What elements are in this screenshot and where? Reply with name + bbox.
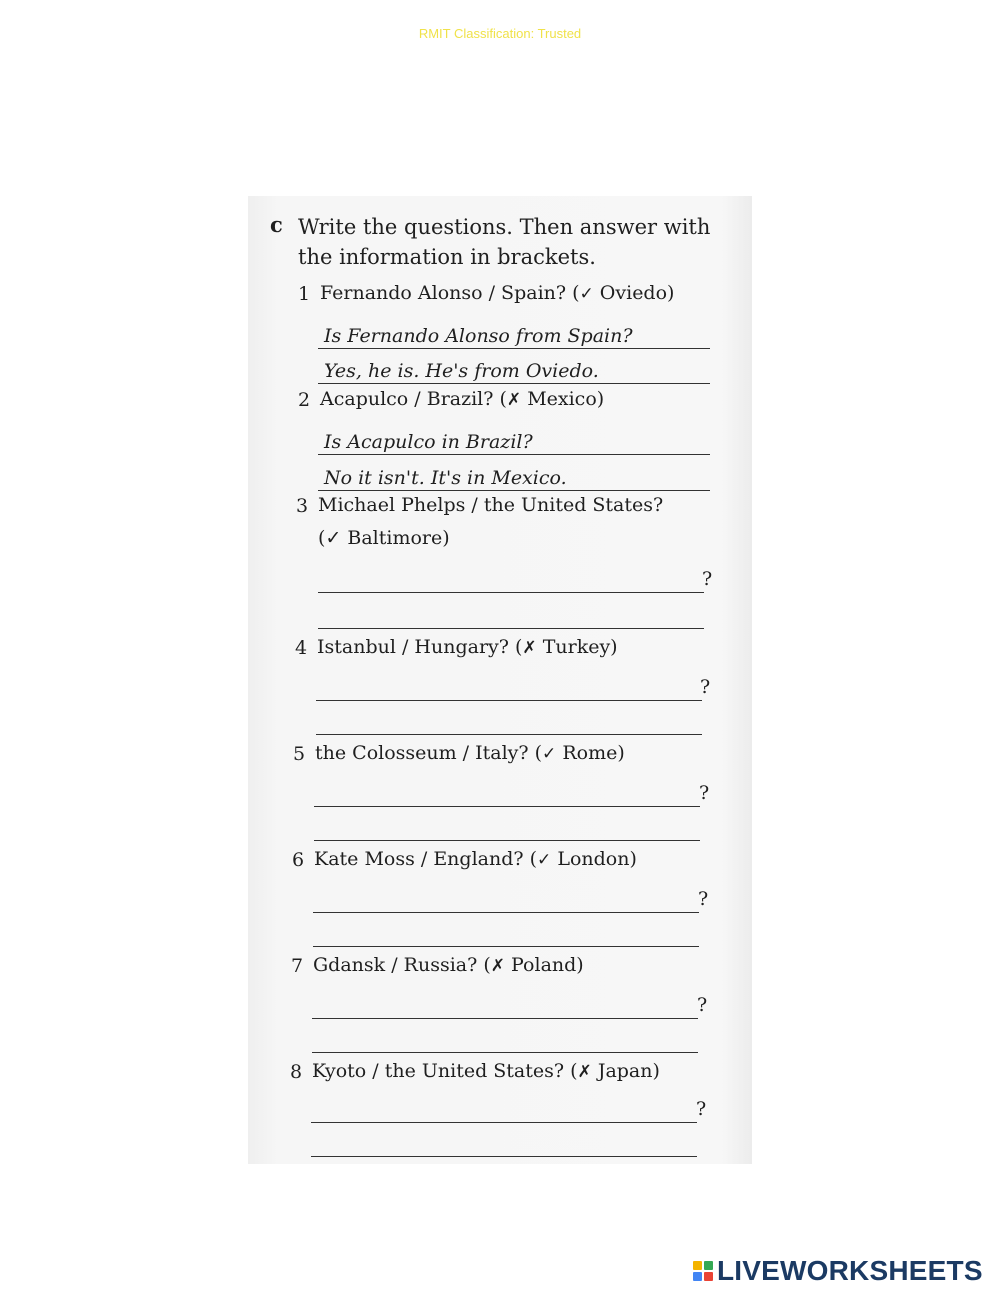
- prompt-hint: Turkey): [536, 636, 618, 658]
- short-answer-line[interactable]: [318, 602, 704, 629]
- item-number: 5: [293, 743, 306, 765]
- check-icon: ✓: [579, 284, 594, 304]
- question-mark: ?: [698, 888, 709, 910]
- prompt-text: Kate Moss / England? (: [314, 848, 538, 870]
- question-answer-line[interactable]: [313, 886, 699, 913]
- prompt-text: the Colosseum / Italy? (: [315, 742, 543, 764]
- answer-text: Is Fernando Alonso from Spain?: [324, 325, 633, 347]
- prompt-hint: London): [551, 848, 637, 870]
- question-answer-line[interactable]: [318, 428, 710, 455]
- answer-text: No it isn't. It's in Mexico.: [324, 467, 567, 489]
- item-prompt: [318, 489, 663, 555]
- item-prompt: [314, 843, 637, 877]
- item-number: 4: [295, 637, 308, 659]
- prompt-text: Gdansk / Russia? (: [313, 954, 491, 976]
- cross-icon: ✗: [490, 956, 505, 976]
- exercise-instruction: Write the questions. Then answer with the information in brackets.: [298, 215, 711, 269]
- section-letter: c: [270, 212, 283, 237]
- short-answer-line[interactable]: [313, 920, 699, 947]
- prompt-hint: Mexico): [521, 388, 605, 410]
- question-mark: ?: [696, 1098, 707, 1120]
- prompt-text: Fernando Alonso / Spain? (: [320, 282, 580, 304]
- short-answer-line[interactable]: [316, 708, 702, 735]
- item-number: 1: [298, 283, 311, 305]
- question-mark: ?: [700, 676, 711, 698]
- brand-name: LIVEWORKSHEETS: [717, 1255, 983, 1286]
- prompt-text: Kyoto / the United States? (: [312, 1060, 578, 1082]
- liveworksheets-logo: [693, 1254, 983, 1288]
- item-prompt: [313, 949, 584, 983]
- cross-icon: ✗: [577, 1062, 592, 1082]
- prompt-hint: Poland): [505, 954, 584, 976]
- prompt-hint: Japan): [591, 1060, 660, 1082]
- item-prompt: [312, 1055, 660, 1089]
- short-answer-line[interactable]: [318, 357, 710, 384]
- logo-square: [693, 1261, 702, 1270]
- question-answer-line[interactable]: [312, 992, 698, 1019]
- item-prompt: [317, 631, 618, 665]
- short-answer-line[interactable]: [318, 464, 710, 491]
- answer-text: Is Acapulco in Brazil?: [324, 431, 533, 453]
- short-answer-line[interactable]: [314, 814, 700, 841]
- logo-square: [704, 1261, 713, 1270]
- question-mark: ?: [702, 568, 713, 590]
- item-prompt: [320, 383, 604, 417]
- item-prompt: [315, 737, 625, 771]
- item-number: 2: [298, 389, 311, 411]
- item-number: 6: [292, 849, 305, 871]
- prompt-text: Michael Phelps / the United States?: [318, 494, 664, 516]
- prompt-hint: (✓ Baltimore): [318, 527, 450, 549]
- logo-square: [704, 1272, 713, 1281]
- question-answer-line[interactable]: [318, 322, 710, 349]
- prompt-hint: Oviedo): [593, 282, 675, 304]
- short-answer-line[interactable]: [312, 1026, 698, 1053]
- logo-grid-icon: [693, 1261, 713, 1281]
- cross-icon: ✗: [506, 390, 522, 410]
- check-icon: ✓: [542, 744, 557, 764]
- prompt-text: Istanbul / Hungary? (: [317, 636, 523, 658]
- question-answer-line[interactable]: [311, 1096, 697, 1123]
- logo-square: [693, 1272, 702, 1281]
- cross-icon: ✗: [522, 638, 537, 658]
- question-mark: ?: [697, 994, 708, 1016]
- question-answer-line[interactable]: [316, 674, 702, 701]
- item-prompt: [320, 277, 674, 311]
- check-icon: ✓: [537, 850, 552, 870]
- question-answer-line[interactable]: [318, 566, 704, 593]
- short-answer-line[interactable]: [311, 1130, 697, 1157]
- classification-label: RMIT Classification: Trusted: [418, 26, 582, 41]
- prompt-hint: Rome): [556, 742, 625, 764]
- item-number: 3: [296, 495, 309, 517]
- item-number: 8: [290, 1061, 303, 1083]
- answer-text: Yes, he is. He's from Oviedo.: [324, 360, 599, 382]
- question-mark: ?: [699, 782, 710, 804]
- prompt-text: Acapulco / Brazil? (: [320, 388, 507, 410]
- question-answer-line[interactable]: [314, 780, 700, 807]
- item-number: 7: [291, 955, 304, 977]
